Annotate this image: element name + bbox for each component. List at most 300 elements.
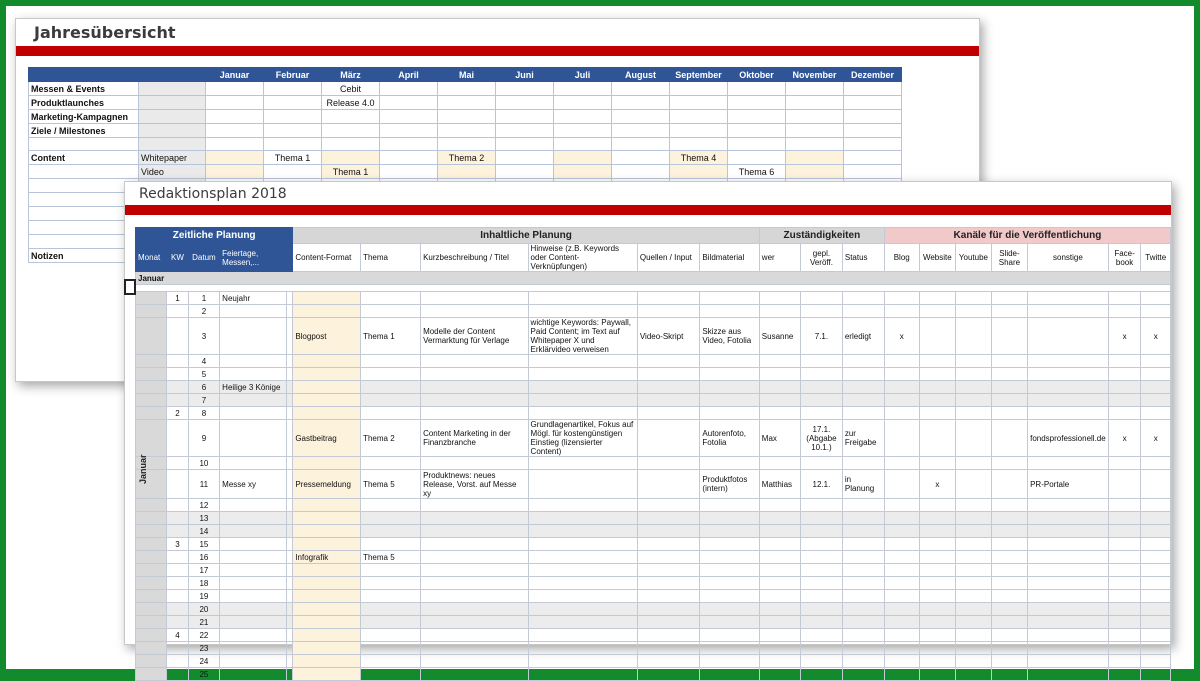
plan-cell-fei[interactable] bbox=[220, 407, 287, 420]
plan-cell-quellen[interactable] bbox=[637, 407, 700, 420]
plan-cell-format[interactable]: Blogpost bbox=[293, 318, 361, 355]
plan-cell-kw[interactable] bbox=[167, 564, 188, 577]
plan-cell-yt[interactable] bbox=[956, 577, 992, 590]
plan-cell-blog[interactable] bbox=[884, 577, 919, 590]
plan-cell-fei[interactable] bbox=[220, 590, 287, 603]
plan-cell-status[interactable] bbox=[842, 655, 884, 668]
overview-content-cell[interactable] bbox=[844, 165, 902, 179]
overview-cell[interactable] bbox=[670, 110, 728, 124]
plan-cell-kw[interactable]: 1 bbox=[167, 292, 188, 305]
plan-cell-web[interactable] bbox=[919, 668, 956, 681]
plan-cell-blog[interactable] bbox=[884, 629, 919, 642]
plan-cell-hinw[interactable] bbox=[528, 368, 637, 381]
plan-cell-kurz[interactable]: Produktnews: neues Release, Vorst. auf Messe xy bbox=[421, 470, 528, 499]
plan-cell-bild[interactable] bbox=[700, 538, 759, 551]
plan-cell-hinw[interactable] bbox=[528, 577, 637, 590]
plan-cell-web[interactable] bbox=[919, 292, 956, 305]
plan-cell-format[interactable] bbox=[293, 499, 361, 512]
overview-content-cell[interactable] bbox=[206, 165, 264, 179]
overview-content-cell[interactable]: Thema 6 bbox=[728, 165, 786, 179]
plan-cell-d[interactable]: 12 bbox=[188, 499, 219, 512]
overview-cell[interactable] bbox=[206, 82, 264, 96]
plan-cell-quellen[interactable] bbox=[637, 470, 700, 499]
plan-cell-wer[interactable] bbox=[759, 394, 800, 407]
plan-cell-yt[interactable] bbox=[956, 407, 992, 420]
plan-cell-gepl[interactable] bbox=[801, 457, 843, 470]
plan-cell-slide[interactable] bbox=[991, 512, 1027, 525]
overview-cell[interactable] bbox=[728, 82, 786, 96]
plan-cell-thema[interactable] bbox=[361, 577, 421, 590]
plan-cell-web[interactable] bbox=[919, 355, 956, 368]
plan-cell-wer[interactable] bbox=[759, 642, 800, 655]
overview-cell[interactable] bbox=[844, 82, 902, 96]
plan-cell-status[interactable] bbox=[842, 292, 884, 305]
plan-cell-fb[interactable]: x bbox=[1108, 318, 1141, 355]
plan-cell-gepl[interactable] bbox=[801, 564, 843, 577]
overview-cell[interactable] bbox=[670, 82, 728, 96]
overview-content-cell[interactable] bbox=[322, 151, 380, 165]
plan-cell-tw[interactable] bbox=[1141, 305, 1171, 318]
plan-cell-yt[interactable] bbox=[956, 616, 992, 629]
plan-cell-fb[interactable]: x bbox=[1108, 420, 1141, 457]
overview-cell[interactable] bbox=[380, 110, 438, 124]
plan-cell-fei[interactable] bbox=[220, 655, 287, 668]
plan-cell-blog[interactable]: x bbox=[884, 318, 919, 355]
overview-content-cell[interactable] bbox=[496, 165, 554, 179]
overview-cell[interactable] bbox=[380, 82, 438, 96]
plan-cell-fei[interactable]: Neujahr bbox=[220, 292, 287, 305]
overview-cell[interactable] bbox=[264, 110, 322, 124]
plan-cell-quellen[interactable] bbox=[637, 305, 700, 318]
plan-cell-kw[interactable] bbox=[167, 642, 188, 655]
plan-cell-bild[interactable] bbox=[700, 564, 759, 577]
plan-cell-fb[interactable] bbox=[1108, 590, 1141, 603]
plan-cell-thema[interactable] bbox=[361, 629, 421, 642]
plan-cell-quellen[interactable] bbox=[637, 551, 700, 564]
plan-cell-thema[interactable] bbox=[361, 564, 421, 577]
plan-cell-fb[interactable] bbox=[1108, 616, 1141, 629]
plan-cell-fei[interactable] bbox=[220, 318, 287, 355]
plan-cell-fei[interactable] bbox=[220, 603, 287, 616]
plan-cell-wer[interactable] bbox=[759, 381, 800, 394]
plan-cell-kw[interactable] bbox=[167, 655, 188, 668]
plan-cell-d[interactable]: 11 bbox=[188, 470, 219, 499]
plan-cell-web[interactable] bbox=[919, 577, 956, 590]
plan-cell-quellen[interactable] bbox=[637, 629, 700, 642]
plan-cell-yt[interactable] bbox=[956, 420, 992, 457]
plan-cell-thema[interactable]: Thema 5 bbox=[361, 551, 421, 564]
plan-cell-tw[interactable] bbox=[1141, 381, 1171, 394]
overview-content-cell[interactable] bbox=[380, 151, 438, 165]
plan-cell-sonst[interactable] bbox=[1028, 525, 1109, 538]
plan-cell-gepl[interactable]: 17.1. (Abgabe 10.1.) bbox=[801, 420, 843, 457]
overview-cell[interactable] bbox=[844, 124, 902, 138]
plan-cell-quellen[interactable] bbox=[637, 577, 700, 590]
plan-cell-fei[interactable] bbox=[220, 368, 287, 381]
plan-cell-gepl[interactable] bbox=[801, 538, 843, 551]
plan-cell-tw[interactable] bbox=[1141, 603, 1171, 616]
plan-cell-quellen[interactable] bbox=[637, 616, 700, 629]
plan-cell-fei[interactable] bbox=[220, 668, 287, 681]
plan-cell-yt[interactable] bbox=[956, 603, 992, 616]
plan-cell-yt[interactable] bbox=[956, 668, 992, 681]
plan-cell-fb[interactable] bbox=[1108, 668, 1141, 681]
plan-cell-blog[interactable] bbox=[884, 551, 919, 564]
plan-cell-thema[interactable] bbox=[361, 381, 421, 394]
plan-cell-format[interactable]: Gastbeitrag bbox=[293, 420, 361, 457]
overview-content-cell[interactable] bbox=[786, 151, 844, 165]
plan-cell-blog[interactable] bbox=[884, 525, 919, 538]
plan-cell-quellen[interactable] bbox=[637, 655, 700, 668]
plan-cell-blog[interactable] bbox=[884, 499, 919, 512]
plan-cell-format[interactable] bbox=[293, 590, 361, 603]
plan-cell-status[interactable]: erledigt bbox=[842, 318, 884, 355]
plan-cell-thema[interactable]: Thema 1 bbox=[361, 318, 421, 355]
plan-cell-bild[interactable] bbox=[700, 551, 759, 564]
plan-cell-format[interactable] bbox=[293, 564, 361, 577]
plan-cell-status[interactable] bbox=[842, 668, 884, 681]
plan-cell-bild[interactable] bbox=[700, 499, 759, 512]
plan-cell-kw[interactable] bbox=[167, 551, 188, 564]
plan-cell-format[interactable] bbox=[293, 642, 361, 655]
plan-cell-quellen[interactable] bbox=[637, 642, 700, 655]
plan-cell-slide[interactable] bbox=[991, 407, 1027, 420]
plan-cell-format[interactable] bbox=[293, 525, 361, 538]
plan-cell-blog[interactable] bbox=[884, 603, 919, 616]
plan-cell-d[interactable]: 10 bbox=[188, 457, 219, 470]
plan-cell-format[interactable] bbox=[293, 407, 361, 420]
plan-cell-bild[interactable] bbox=[700, 407, 759, 420]
plan-cell-slide[interactable] bbox=[991, 642, 1027, 655]
overview-content-cell[interactable] bbox=[496, 151, 554, 165]
plan-cell-sonst[interactable] bbox=[1028, 368, 1109, 381]
overview-content-cell[interactable] bbox=[554, 165, 612, 179]
plan-cell-slide[interactable] bbox=[991, 499, 1027, 512]
plan-cell-bild[interactable] bbox=[700, 525, 759, 538]
plan-cell-blog[interactable] bbox=[884, 470, 919, 499]
plan-cell-fei[interactable] bbox=[220, 629, 287, 642]
plan-cell-kurz[interactable] bbox=[421, 538, 528, 551]
plan-cell-web[interactable] bbox=[919, 394, 956, 407]
plan-cell-tw[interactable]: x bbox=[1141, 420, 1171, 457]
plan-cell-wer[interactable] bbox=[759, 457, 800, 470]
plan-cell-kurz[interactable] bbox=[421, 499, 528, 512]
plan-cell-tw[interactable] bbox=[1141, 457, 1171, 470]
plan-cell-status[interactable] bbox=[842, 642, 884, 655]
plan-cell-wer[interactable] bbox=[759, 499, 800, 512]
overview-cell[interactable] bbox=[786, 96, 844, 110]
plan-cell-hinw[interactable] bbox=[528, 551, 637, 564]
plan-cell-gepl[interactable] bbox=[801, 629, 843, 642]
overview-content-cell[interactable] bbox=[728, 151, 786, 165]
plan-cell-blog[interactable] bbox=[884, 564, 919, 577]
plan-cell-quellen[interactable] bbox=[637, 590, 700, 603]
plan-cell-thema[interactable] bbox=[361, 655, 421, 668]
plan-cell-bild[interactable]: Autorenfoto, Fotolia bbox=[700, 420, 759, 457]
plan-cell-web[interactable] bbox=[919, 512, 956, 525]
overview-cell[interactable] bbox=[380, 124, 438, 138]
plan-cell-tw[interactable] bbox=[1141, 407, 1171, 420]
plan-cell-kurz[interactable] bbox=[421, 512, 528, 525]
plan-cell-tw[interactable] bbox=[1141, 499, 1171, 512]
plan-cell-sonst[interactable] bbox=[1028, 457, 1109, 470]
plan-cell-wer[interactable]: Max bbox=[759, 420, 800, 457]
plan-cell-thema[interactable] bbox=[361, 368, 421, 381]
plan-cell-fb[interactable] bbox=[1108, 564, 1141, 577]
plan-cell-sonst[interactable] bbox=[1028, 551, 1109, 564]
plan-cell-status[interactable] bbox=[842, 457, 884, 470]
overview-cell[interactable] bbox=[612, 110, 670, 124]
overview-cell[interactable] bbox=[438, 124, 496, 138]
plan-cell-slide[interactable] bbox=[991, 603, 1027, 616]
plan-cell-tw[interactable] bbox=[1141, 564, 1171, 577]
plan-cell-status[interactable] bbox=[842, 368, 884, 381]
plan-cell-thema[interactable]: Thema 2 bbox=[361, 420, 421, 457]
plan-cell-hinw[interactable] bbox=[528, 655, 637, 668]
plan-cell-bild[interactable] bbox=[700, 292, 759, 305]
plan-cell-web[interactable] bbox=[919, 381, 956, 394]
plan-cell-fb[interactable] bbox=[1108, 368, 1141, 381]
plan-cell-gepl[interactable] bbox=[801, 499, 843, 512]
plan-cell-blog[interactable] bbox=[884, 381, 919, 394]
plan-cell-blog[interactable] bbox=[884, 655, 919, 668]
plan-cell-web[interactable] bbox=[919, 318, 956, 355]
plan-cell-quellen[interactable] bbox=[637, 368, 700, 381]
plan-cell-gepl[interactable] bbox=[801, 292, 843, 305]
plan-cell-slide[interactable] bbox=[991, 538, 1027, 551]
plan-cell-bild[interactable] bbox=[700, 616, 759, 629]
plan-cell-yt[interactable] bbox=[956, 525, 992, 538]
plan-cell-bild[interactable]: Skizze aus Video, Fotolia bbox=[700, 318, 759, 355]
plan-cell-blog[interactable] bbox=[884, 292, 919, 305]
overview-cell[interactable] bbox=[322, 124, 380, 138]
plan-cell-wer[interactable] bbox=[759, 564, 800, 577]
plan-cell-fei[interactable] bbox=[220, 642, 287, 655]
overview-cell[interactable] bbox=[786, 110, 844, 124]
plan-cell-thema[interactable] bbox=[361, 603, 421, 616]
plan-cell-kurz[interactable] bbox=[421, 629, 528, 642]
plan-cell-status[interactable] bbox=[842, 512, 884, 525]
plan-cell-bild[interactable]: Produktfotos (intern) bbox=[700, 470, 759, 499]
plan-cell-fei[interactable] bbox=[220, 577, 287, 590]
plan-cell-slide[interactable] bbox=[991, 292, 1027, 305]
plan-cell-gepl[interactable] bbox=[801, 655, 843, 668]
plan-cell-tw[interactable] bbox=[1141, 590, 1171, 603]
plan-cell-fb[interactable] bbox=[1108, 512, 1141, 525]
plan-cell-hinw[interactable] bbox=[528, 457, 637, 470]
plan-cell-hinw[interactable] bbox=[528, 381, 637, 394]
plan-cell-wer[interactable] bbox=[759, 305, 800, 318]
plan-cell-quellen[interactable] bbox=[637, 603, 700, 616]
plan-cell-format[interactable]: Infografik bbox=[293, 551, 361, 564]
plan-cell-fb[interactable] bbox=[1108, 305, 1141, 318]
plan-cell-tw[interactable] bbox=[1141, 551, 1171, 564]
plan-cell-fb[interactable] bbox=[1108, 499, 1141, 512]
plan-cell-yt[interactable] bbox=[956, 655, 992, 668]
plan-cell-blog[interactable] bbox=[884, 457, 919, 470]
plan-cell-hinw[interactable]: Grundlagenartikel, Fokus auf Mögl. für kostengünstigen Einstieg (lizensierter Content) bbox=[528, 420, 637, 457]
overview-content-cell[interactable] bbox=[844, 151, 902, 165]
plan-cell-thema[interactable] bbox=[361, 499, 421, 512]
plan-cell-yt[interactable] bbox=[956, 355, 992, 368]
plan-cell-d[interactable]: 7 bbox=[188, 394, 219, 407]
plan-cell-d[interactable]: 17 bbox=[188, 564, 219, 577]
overview-cell[interactable] bbox=[438, 82, 496, 96]
plan-cell-yt[interactable] bbox=[956, 318, 992, 355]
plan-cell-tw[interactable] bbox=[1141, 292, 1171, 305]
plan-cell-kurz[interactable] bbox=[421, 655, 528, 668]
plan-cell-hinw[interactable] bbox=[528, 394, 637, 407]
plan-cell-gepl[interactable] bbox=[801, 381, 843, 394]
plan-cell-format[interactable] bbox=[293, 381, 361, 394]
plan-cell-sonst[interactable]: fondsprofessionell.de bbox=[1028, 420, 1109, 457]
plan-cell-web[interactable] bbox=[919, 457, 956, 470]
plan-cell-fb[interactable] bbox=[1108, 470, 1141, 499]
plan-cell-quellen[interactable] bbox=[637, 525, 700, 538]
plan-cell-slide[interactable] bbox=[991, 525, 1027, 538]
plan-cell-kurz[interactable] bbox=[421, 292, 528, 305]
plan-cell-web[interactable] bbox=[919, 616, 956, 629]
plan-cell-wer[interactable] bbox=[759, 577, 800, 590]
overview-content-cell[interactable] bbox=[612, 165, 670, 179]
overview-cell[interactable] bbox=[380, 96, 438, 110]
plan-cell-kw[interactable] bbox=[167, 470, 188, 499]
plan-cell-fei[interactable] bbox=[220, 305, 287, 318]
plan-cell-web[interactable] bbox=[919, 642, 956, 655]
plan-cell-sonst[interactable] bbox=[1028, 629, 1109, 642]
overview-cell[interactable] bbox=[728, 124, 786, 138]
plan-cell-kw[interactable] bbox=[167, 668, 188, 681]
plan-cell-kurz[interactable] bbox=[421, 381, 528, 394]
plan-cell-status[interactable] bbox=[842, 538, 884, 551]
overview-cell[interactable] bbox=[496, 96, 554, 110]
plan-cell-sonst[interactable] bbox=[1028, 590, 1109, 603]
plan-cell-wer[interactable] bbox=[759, 590, 800, 603]
plan-cell-tw[interactable] bbox=[1141, 394, 1171, 407]
plan-cell-quellen[interactable] bbox=[637, 499, 700, 512]
plan-cell-kw[interactable] bbox=[167, 305, 188, 318]
plan-cell-blog[interactable] bbox=[884, 420, 919, 457]
plan-cell-d[interactable]: 21 bbox=[188, 616, 219, 629]
plan-cell-format[interactable] bbox=[293, 512, 361, 525]
plan-cell-wer[interactable] bbox=[759, 368, 800, 381]
plan-cell-yt[interactable] bbox=[956, 512, 992, 525]
plan-cell-web[interactable] bbox=[919, 564, 956, 577]
overview-cell[interactable] bbox=[206, 96, 264, 110]
plan-cell-hinw[interactable] bbox=[528, 538, 637, 551]
plan-cell-status[interactable] bbox=[842, 564, 884, 577]
plan-cell-status[interactable] bbox=[842, 499, 884, 512]
plan-cell-tw[interactable] bbox=[1141, 525, 1171, 538]
plan-cell-kw[interactable]: 4 bbox=[167, 629, 188, 642]
plan-cell-slide[interactable] bbox=[991, 577, 1027, 590]
plan-cell-wer[interactable] bbox=[759, 668, 800, 681]
plan-cell-wer[interactable] bbox=[759, 629, 800, 642]
plan-cell-bild[interactable] bbox=[700, 668, 759, 681]
plan-cell-sonst[interactable] bbox=[1028, 577, 1109, 590]
plan-cell-wer[interactable] bbox=[759, 292, 800, 305]
plan-cell-format[interactable] bbox=[293, 394, 361, 407]
overview-cell[interactable] bbox=[786, 82, 844, 96]
plan-cell-format[interactable] bbox=[293, 577, 361, 590]
plan-cell-blog[interactable] bbox=[884, 668, 919, 681]
plan-cell-format[interactable] bbox=[293, 616, 361, 629]
plan-cell-yt[interactable] bbox=[956, 305, 992, 318]
plan-cell-wer[interactable] bbox=[759, 551, 800, 564]
plan-cell-web[interactable] bbox=[919, 420, 956, 457]
overview-cell[interactable] bbox=[322, 110, 380, 124]
plan-cell-format[interactable] bbox=[293, 292, 361, 305]
plan-cell-thema[interactable] bbox=[361, 538, 421, 551]
plan-cell-slide[interactable] bbox=[991, 470, 1027, 499]
plan-cell-blog[interactable] bbox=[884, 616, 919, 629]
plan-cell-status[interactable] bbox=[842, 603, 884, 616]
plan-cell-kw[interactable] bbox=[167, 394, 188, 407]
plan-cell-web[interactable] bbox=[919, 590, 956, 603]
plan-cell-kurz[interactable] bbox=[421, 564, 528, 577]
plan-cell-quellen[interactable] bbox=[637, 394, 700, 407]
plan-cell-sonst[interactable] bbox=[1028, 603, 1109, 616]
plan-cell-kw[interactable] bbox=[167, 381, 188, 394]
plan-cell-gepl[interactable] bbox=[801, 616, 843, 629]
plan-cell-d[interactable]: 8 bbox=[188, 407, 219, 420]
plan-cell-d[interactable]: 13 bbox=[188, 512, 219, 525]
plan-cell-fei[interactable] bbox=[220, 525, 287, 538]
plan-cell-quellen[interactable] bbox=[637, 538, 700, 551]
plan-cell-web[interactable] bbox=[919, 551, 956, 564]
overview-content-cell[interactable] bbox=[206, 151, 264, 165]
plan-cell-yt[interactable] bbox=[956, 642, 992, 655]
plan-cell-kw[interactable] bbox=[167, 525, 188, 538]
plan-cell-thema[interactable] bbox=[361, 394, 421, 407]
plan-cell-bild[interactable] bbox=[700, 394, 759, 407]
plan-cell-d[interactable]: 18 bbox=[188, 577, 219, 590]
plan-cell-blog[interactable] bbox=[884, 642, 919, 655]
overview-cell[interactable]: Cebit bbox=[322, 82, 380, 96]
plan-cell-yt[interactable] bbox=[956, 470, 992, 499]
plan-cell-slide[interactable] bbox=[991, 590, 1027, 603]
plan-cell-kurz[interactable] bbox=[421, 577, 528, 590]
plan-cell-status[interactable] bbox=[842, 407, 884, 420]
plan-cell-thema[interactable] bbox=[361, 525, 421, 538]
plan-cell-sonst[interactable] bbox=[1028, 381, 1109, 394]
overview-content-cell[interactable]: Thema 1 bbox=[322, 165, 380, 179]
plan-cell-d[interactable]: 1 bbox=[188, 292, 219, 305]
plan-cell-kw[interactable]: 3 bbox=[167, 538, 188, 551]
plan-cell-fei[interactable] bbox=[220, 394, 287, 407]
overview-content-cell[interactable]: Thema 4 bbox=[670, 151, 728, 165]
plan-cell-kurz[interactable] bbox=[421, 668, 528, 681]
overview-content-cell[interactable] bbox=[670, 165, 728, 179]
plan-cell-d[interactable]: 20 bbox=[188, 603, 219, 616]
plan-cell-format[interactable] bbox=[293, 629, 361, 642]
plan-cell-kurz[interactable]: Content Marketing in der Finanzbranche bbox=[421, 420, 528, 457]
plan-cell-fb[interactable] bbox=[1108, 642, 1141, 655]
plan-cell-gepl[interactable] bbox=[801, 590, 843, 603]
plan-cell-hinw[interactable] bbox=[528, 305, 637, 318]
plan-cell-bild[interactable] bbox=[700, 368, 759, 381]
plan-cell-blog[interactable] bbox=[884, 512, 919, 525]
plan-cell-sonst[interactable] bbox=[1028, 394, 1109, 407]
plan-cell-fb[interactable] bbox=[1108, 538, 1141, 551]
plan-cell-bild[interactable] bbox=[700, 305, 759, 318]
plan-cell-hinw[interactable] bbox=[528, 564, 637, 577]
overview-cell[interactable] bbox=[438, 96, 496, 110]
plan-cell-d[interactable]: 19 bbox=[188, 590, 219, 603]
plan-cell-web[interactable] bbox=[919, 538, 956, 551]
plan-cell-sonst[interactable] bbox=[1028, 292, 1109, 305]
plan-cell-slide[interactable] bbox=[991, 457, 1027, 470]
